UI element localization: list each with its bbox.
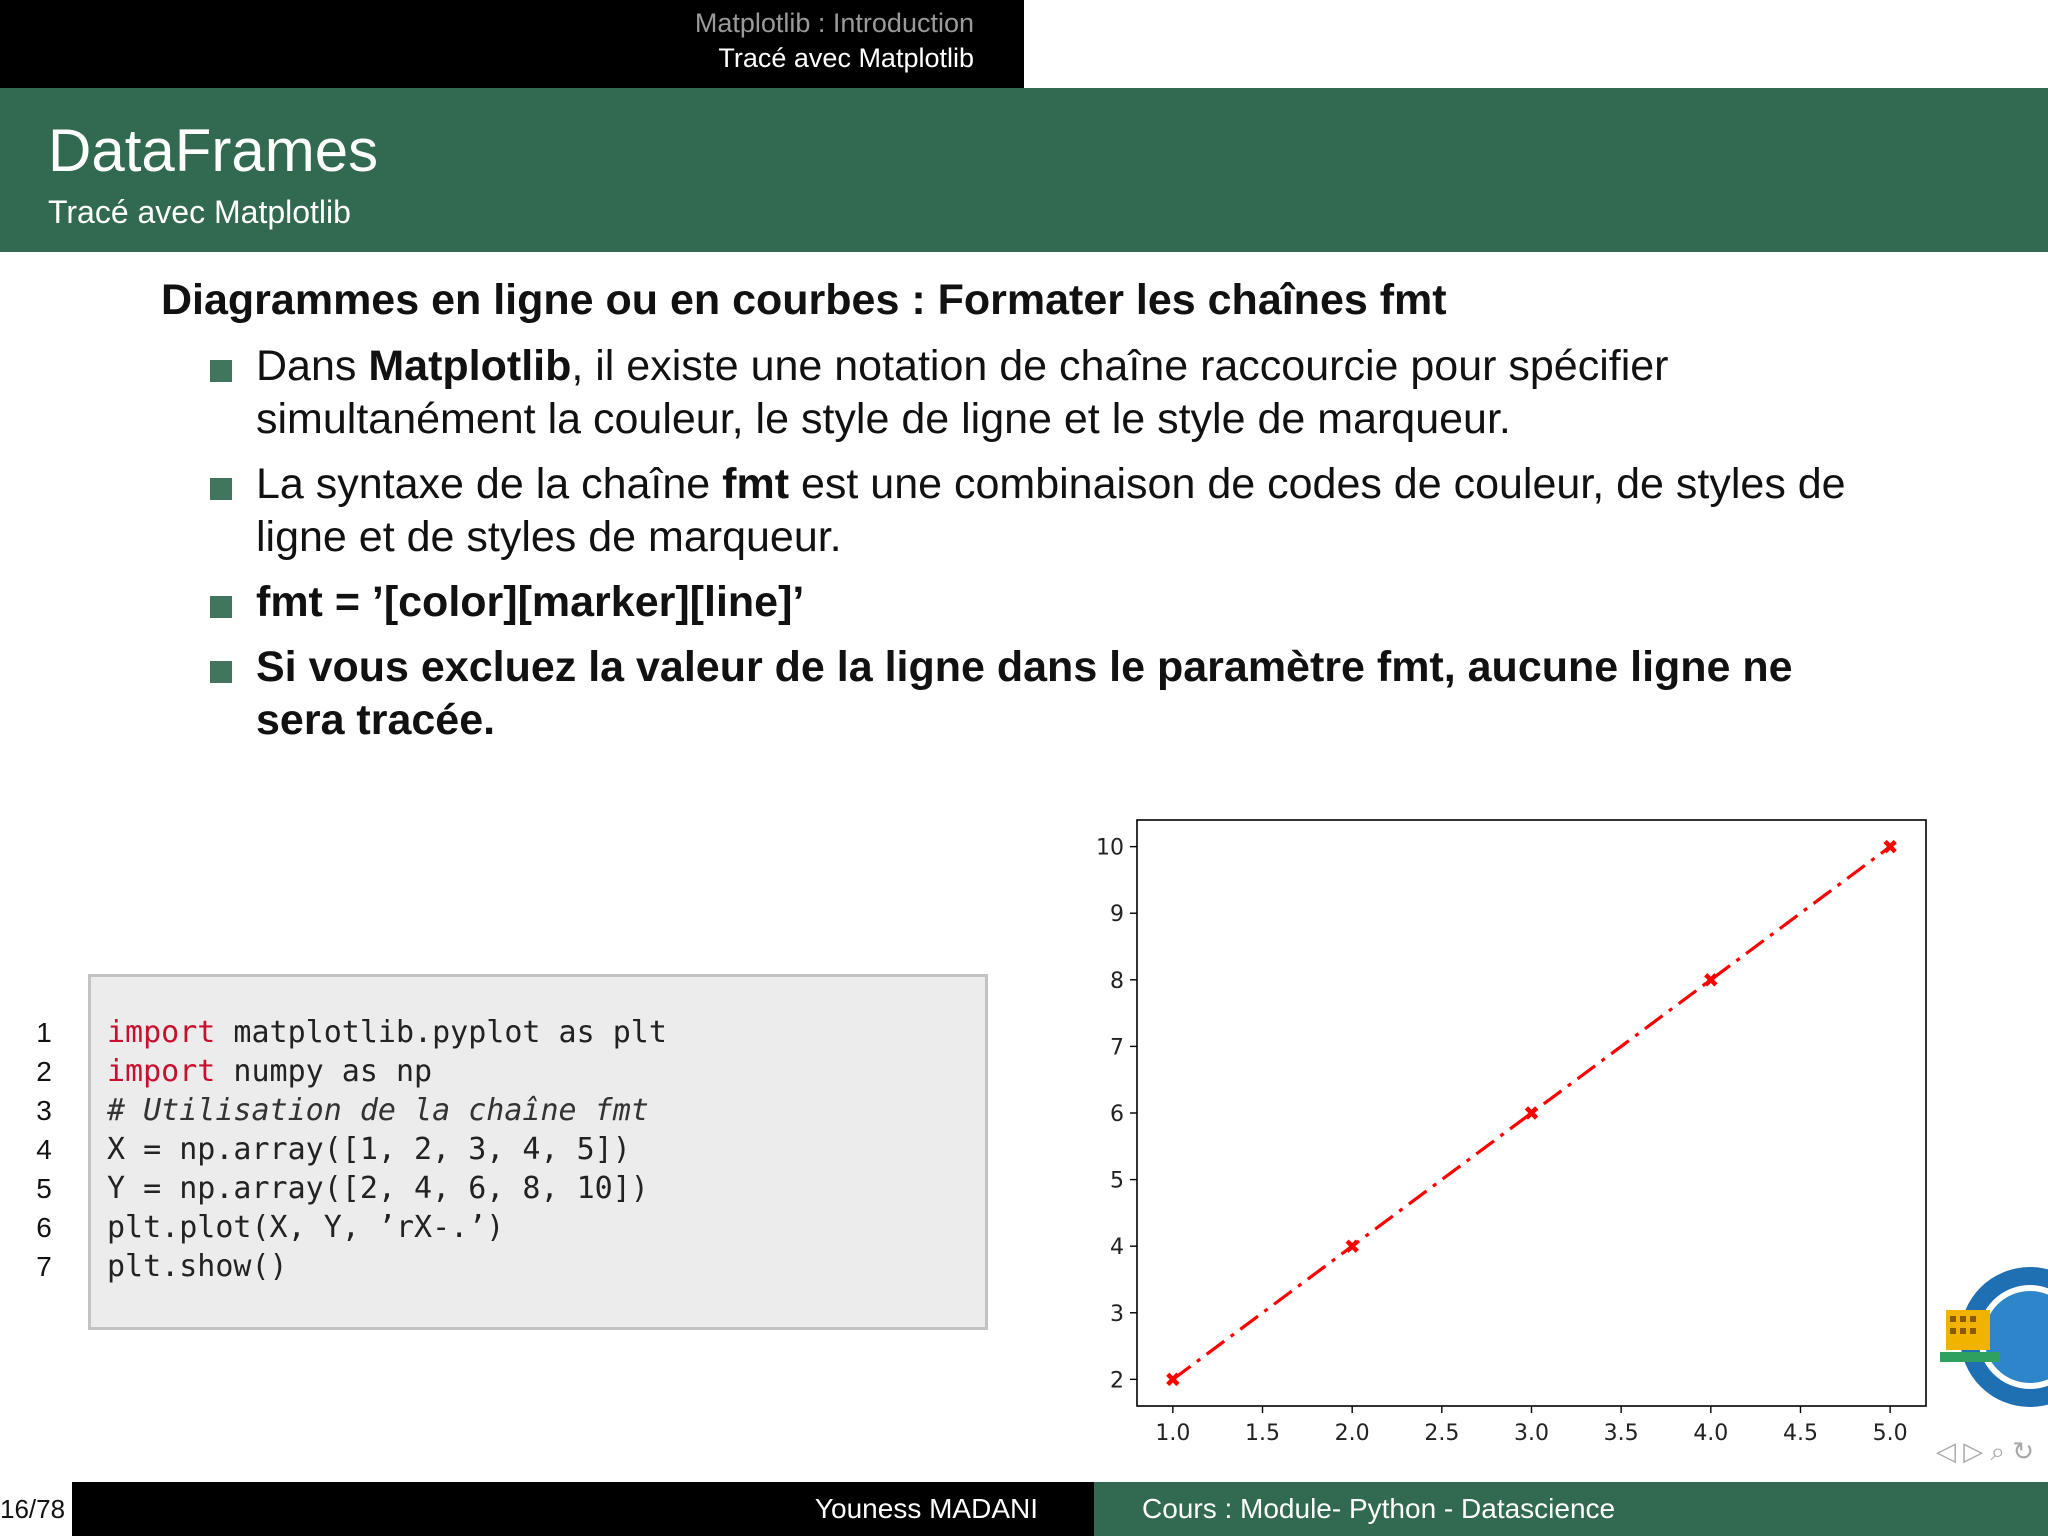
x-tick-label: 3.0 [1514,1421,1549,1446]
frame-title-bar [0,88,2048,252]
code-keyword: import [107,1054,216,1089]
code-text: numpy as np [215,1054,433,1089]
code-text: plt.show() [107,1249,288,1284]
y-tick-label: 2 [1110,1368,1124,1394]
code-text: X = np.array([1, 2, 3, 4, 5]) [107,1132,631,1167]
y-tick-label: 8 [1110,968,1124,994]
line-number: 1 [36,1017,52,1048]
code-line [0,1052,1000,1092]
y-tick-label: 7 [1110,1035,1124,1061]
frame-title: DataFrames [48,117,379,184]
code-keyword: import [107,1015,216,1050]
code-comment: # Utilisation de la chaîne fmt [107,1093,649,1128]
bullet-item: La syntaxe de la chaîne fmt est une combinaison de codes de couleur, de styles de ligne et de styles de marqueur. [208,458,1888,564]
footer-author: Youness MADANI [72,1482,1094,1536]
frame-subtitle: Tracé avec Matplotlib [48,194,351,230]
code-text: plt.plot(X, Y, ’rX-.’) [107,1210,505,1245]
block-heading: Diagrammes en ligne ou en courbes : Formater les chaînes fmt [161,276,1447,324]
code-text: Y = np.array([2, 4, 6, 8, 10]) [107,1171,649,1206]
page-number: 16/78 [0,1482,72,1536]
navigation-arrow-icon[interactable]: ◁ ▷ [1936,1436,1984,1466]
x-tick-label: 2.5 [1424,1421,1460,1446]
line-chart [1080,800,1940,1450]
x-tick-label: 4.5 [1782,1421,1818,1446]
code-line [0,1091,1000,1131]
line-number: 5 [36,1173,52,1204]
x-tick-label: 4.0 [1693,1421,1729,1446]
y-tick-label: 10 [1096,835,1124,861]
y-tick-label: 9 [1110,902,1124,928]
nav-section-link[interactable]: Matplotlib : Introduction [694,8,974,38]
bullet-square-icon [210,360,232,382]
x-tick-label: 2.0 [1334,1421,1370,1446]
y-tick-label: 3 [1110,1301,1124,1327]
x-axis [1155,1406,1907,1446]
x-tick-label: 3.5 [1603,1421,1639,1446]
code-line [0,1208,1000,1248]
back-forward-icon[interactable]: ↻ [2012,1436,2035,1466]
line-number: 6 [36,1212,52,1243]
line-number: 7 [36,1251,52,1282]
bullet-item: fmt = ’[color][marker][line]’ [208,576,1888,629]
bullet-square-icon [210,478,232,500]
code-line [0,1247,1000,1287]
code-line [0,1169,1000,1209]
x-tick-label: 1.5 [1245,1421,1281,1446]
bullet-item: Dans Matplotlib, il existe une notation de chaîne raccourcie pour spécifier simultanément la couleur, le style de ligne et le style de marqueur. [208,340,1888,446]
beamer-nav-bar [0,0,1024,88]
bullet-item: Si vous excluez la valeur de la ligne dans le paramètre fmt, aucune ligne ne sera tracée. [208,641,1888,747]
y-axis [1096,836,1137,1394]
y-tick-label: 4 [1110,1235,1124,1261]
x-tick-label: 5.0 [1872,1421,1908,1446]
university-logo [1940,1262,2048,1412]
x-tick-label: 1.0 [1155,1421,1191,1446]
code-text: matplotlib.pyplot as plt [215,1015,667,1050]
code-line [0,1013,1000,1053]
code-line [0,1130,1000,1170]
beamer-navigation-icons[interactable] [1936,1436,2034,1468]
footer-course: Cours : Module- Python - Datascience [1094,1482,2048,1536]
line-number: 3 [36,1095,52,1126]
bullet-list [208,340,1888,759]
y-tick-label: 6 [1110,1102,1124,1127]
search-icon[interactable]: ⌕ [1990,1436,2006,1466]
line-number: 4 [36,1134,52,1165]
line-number: 2 [36,1056,52,1087]
bullet-square-icon [210,596,232,618]
bullet-square-icon [210,661,232,683]
y-tick-label: 5 [1110,1168,1124,1194]
nav-subsection-link[interactable]: Tracé avec Matplotlib [718,43,974,73]
